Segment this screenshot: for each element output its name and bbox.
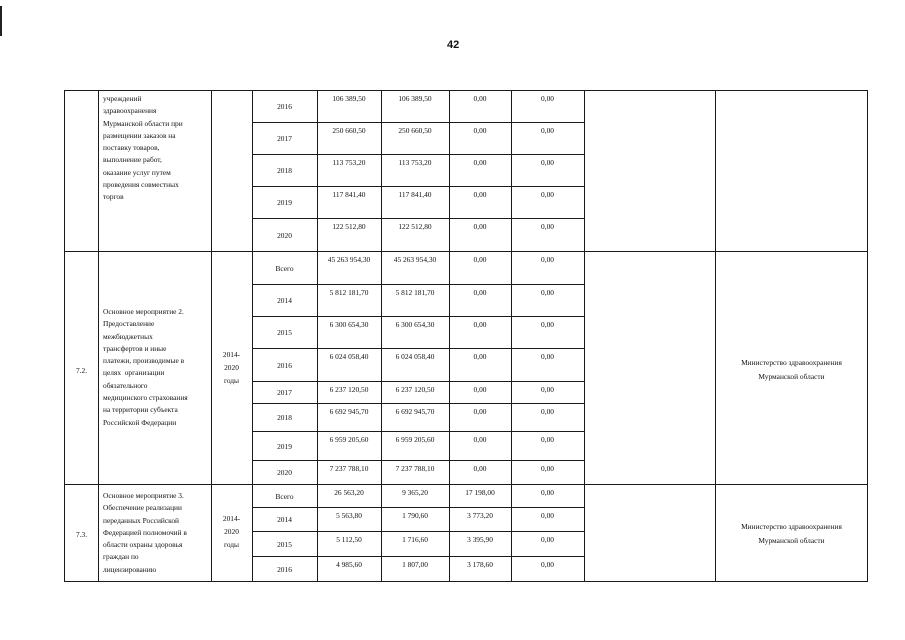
year-cell: 2020 xyxy=(277,230,292,240)
value-cell-regional: 45 263 954,30 xyxy=(393,255,437,264)
value-cell-total: 122 512,80 xyxy=(332,222,366,231)
value-cell-federal: 0,00 xyxy=(473,320,487,329)
value-cell-federal: 0,00 xyxy=(473,288,487,297)
year-cell: 2019 xyxy=(277,441,292,451)
value-cell-federal: 0,00 xyxy=(473,352,487,361)
value-cell-regional: 1 790,60 xyxy=(402,511,428,520)
value-cell-other: 0,00 xyxy=(541,320,554,329)
value-cell-regional: 1 807,00 xyxy=(402,560,428,569)
row-line xyxy=(252,284,584,285)
value-cell-other: 0,00 xyxy=(541,464,554,473)
year-cell: 2016 xyxy=(277,360,292,370)
value-cell-total: 117 841,40 xyxy=(332,190,366,199)
value-cell-federal: 0,00 xyxy=(473,126,487,135)
value-cell-other: 0,00 xyxy=(541,126,554,135)
row-line xyxy=(252,316,584,317)
value-cell-federal: 0,00 xyxy=(473,222,487,231)
year-cell: Всего xyxy=(275,491,294,501)
value-cell-other: 0,00 xyxy=(541,94,554,103)
value-cell-other: 0,00 xyxy=(541,435,554,444)
value-cell-regional: 7 237 788,10 xyxy=(395,464,435,473)
block-border xyxy=(64,484,868,485)
value-cell-regional: 5 812 181,70 xyxy=(395,288,435,297)
value-cell-regional: 6 237 120,50 xyxy=(395,385,435,394)
grid-vline xyxy=(211,90,212,582)
value-cell-total: 6 024 058,40 xyxy=(329,352,369,361)
year-cell: 2014 xyxy=(277,515,292,524)
value-cell-regional: 113 753,20 xyxy=(398,158,432,167)
grid-vline xyxy=(64,90,65,582)
row-line xyxy=(252,531,584,532)
value-cell-total: 4 985,60 xyxy=(336,560,362,569)
row-line xyxy=(252,218,584,219)
year-cell: 2015 xyxy=(277,328,292,337)
value-cell-total: 5 112,50 xyxy=(336,535,362,544)
value-cell-regional: 6 692 945,70 xyxy=(395,407,435,416)
activity-description: Основное мероприятие 2. Предоставление межбюджетных трансфертов и иные платежи, производимые в целях организации обязательного медицинского страхования на территории субъекта Российской Федерации xyxy=(103,307,188,427)
year-cell: 2018 xyxy=(277,166,292,175)
value-cell-other: 0,00 xyxy=(541,560,554,569)
row-line xyxy=(252,381,584,382)
value-cell-federal: 0,00 xyxy=(473,255,487,264)
value-cell-regional: 106 389,50 xyxy=(398,94,432,103)
year-cell: 2019 xyxy=(277,198,292,207)
block-border xyxy=(64,90,868,91)
value-cell-total: 250 660,50 xyxy=(332,126,366,135)
value-cell-federal: 3 773,20 xyxy=(467,511,493,520)
value-cell-federal: 0,00 xyxy=(473,190,487,199)
value-cell-total: 106 389,50 xyxy=(332,94,366,103)
value-cell-federal: 0,00 xyxy=(473,385,487,394)
row-line xyxy=(252,186,584,187)
row-line xyxy=(252,507,584,508)
value-cell-other: 0,00 xyxy=(541,158,554,167)
value-cell-total: 6 300 654,30 xyxy=(329,320,369,329)
value-cell-total: 113 753,20 xyxy=(332,158,366,167)
value-cell-regional: 250 660,50 xyxy=(398,126,432,135)
value-cell-regional: 117 841,40 xyxy=(398,190,432,199)
value-cell-total: 7 237 788,10 xyxy=(329,464,369,473)
period-cell: 2014- 2020 годы xyxy=(222,514,241,549)
row-line xyxy=(252,460,584,461)
value-cell-regional: 9 365,20 xyxy=(402,488,428,497)
value-cell-other: 0,00 xyxy=(541,407,554,416)
row-line xyxy=(252,403,584,404)
year-cell: Всего xyxy=(275,263,294,273)
value-cell-other: 0,00 xyxy=(541,222,554,231)
value-cell-federal: 0,00 xyxy=(473,407,487,416)
block-border xyxy=(64,251,868,252)
value-cell-federal: 3 178,60 xyxy=(467,560,493,569)
value-cell-other: 0,00 xyxy=(541,385,554,394)
value-cell-total: 6 692 945,70 xyxy=(329,407,369,416)
value-cell-federal: 0,00 xyxy=(473,435,487,444)
value-cell-total: 6 237 120,50 xyxy=(329,385,369,394)
grid-vline xyxy=(98,90,99,582)
value-cell-total: 5 563,80 xyxy=(336,511,362,520)
value-cell-federal: 0,00 xyxy=(473,464,487,473)
activity-number: 7.3. xyxy=(76,530,88,539)
year-cell: 2016 xyxy=(277,565,292,574)
value-cell-regional: 6 300 654,30 xyxy=(395,320,435,329)
row-line xyxy=(252,431,584,432)
year-cell: 2015 xyxy=(277,539,292,549)
row-line xyxy=(252,556,584,557)
year-cell: 2020 xyxy=(277,468,292,477)
value-cell-other: 0,00 xyxy=(541,535,554,544)
row-line xyxy=(252,154,584,155)
activity-description: Основное мероприятие 3. Обеспечение реализации переданных Российской Федерацией полномочий в области охраны здоровья граждан по лицензированию xyxy=(103,491,187,574)
budget-table xyxy=(64,90,868,582)
page-number: 42 xyxy=(447,39,460,51)
value-cell-regional: 122 512,80 xyxy=(398,222,432,231)
value-cell-regional: 6 959 205,60 xyxy=(395,435,435,444)
grid-vline xyxy=(867,90,868,582)
year-cell: 2018 xyxy=(277,413,292,422)
value-cell-federal: 17 198,00 xyxy=(465,488,495,497)
value-cell-federal: 3 395,90 xyxy=(467,535,493,544)
executor-cell: Министерство здравоохранения Мурманской области xyxy=(741,358,842,381)
period-cell: 2014- 2020 годы xyxy=(222,350,241,385)
row-line xyxy=(252,122,584,123)
value-cell-other: 0,00 xyxy=(541,288,554,297)
value-cell-total: 26 563,20 xyxy=(334,488,364,497)
value-cell-other: 0,00 xyxy=(541,190,554,199)
scan-edge-mark xyxy=(0,6,2,36)
value-cell-total: 5 812 181,70 xyxy=(329,288,369,297)
row-line xyxy=(252,348,584,349)
grid-vline xyxy=(584,90,585,582)
value-cell-total: 45 263 954,30 xyxy=(327,255,371,264)
value-cell-other: 0,00 xyxy=(541,488,554,497)
value-cell-other: 0,00 xyxy=(541,255,554,264)
value-cell-other: 0,00 xyxy=(541,352,554,361)
value-cell-federal: 0,00 xyxy=(473,94,487,103)
grid-vline xyxy=(715,90,716,582)
value-cell-federal: 0,00 xyxy=(473,158,487,167)
year-cell: 2016 xyxy=(277,102,292,111)
executor-cell: Министерство здравоохранения Мурманской области xyxy=(741,522,842,545)
year-cell: 2014 xyxy=(277,296,292,305)
grid-hline xyxy=(64,581,868,582)
activity-number: 7.2. xyxy=(76,366,88,375)
value-cell-other: 0,00 xyxy=(541,511,554,520)
value-cell-regional: 1 716,60 xyxy=(402,535,428,544)
value-cell-total: 6 959 205,60 xyxy=(329,435,369,444)
year-cell: 2017 xyxy=(277,134,292,143)
value-cell-regional: 6 024 058,40 xyxy=(395,352,435,361)
year-cell: 2017 xyxy=(277,388,292,397)
activity-description: учреждений здравоохранения Мурманской области при размещении заказов на поставку товаров, выполнение работ, оказание услуг путем проведения совместных торгов xyxy=(103,94,183,202)
